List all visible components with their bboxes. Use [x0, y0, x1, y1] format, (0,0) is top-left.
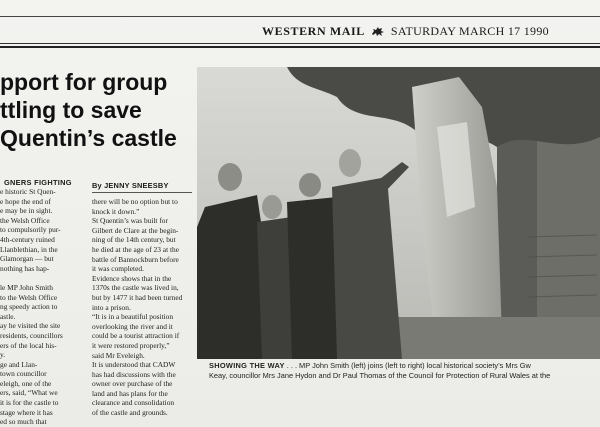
- article-line: to the Welsh Office: [0, 292, 58, 302]
- masthead-rule-thick: [0, 46, 600, 48]
- article-line: could be a tourist attraction if: [92, 331, 180, 341]
- article-line: ers of the local his-: [0, 340, 57, 350]
- article-line: ning of the 14th century, but: [92, 235, 176, 245]
- news-photo: [197, 67, 600, 359]
- article-line: ers, said, “What we: [0, 388, 58, 398]
- section-kicker: GNERS FIGHTING: [4, 178, 72, 187]
- paper-name: WESTERN MAIL: [262, 23, 365, 38]
- article-line: stage where it has: [0, 407, 53, 417]
- headline-line: Quentin’s castle: [0, 125, 177, 151]
- article-line: Llanblethian, in the: [0, 244, 58, 254]
- article-line: eleigh, one of the: [0, 378, 52, 388]
- article-line: land and has plans for the: [92, 388, 168, 398]
- article-line: e may be in sight.: [0, 206, 53, 216]
- headline-line: pport for group: [0, 69, 168, 95]
- article-line: town councillor: [0, 369, 47, 379]
- article-column-2: [92, 197, 196, 418]
- article-line: Evidence shows that in the: [92, 273, 172, 283]
- headline-line: ttling to save: [0, 97, 142, 123]
- issue-date: SATURDAY MARCH 17 1990: [390, 23, 549, 38]
- caption-line-2: Keay, councillor Mrs Jane Hydon and Dr Paul Thomas of the Council for Protection of Rural Wales at the: [209, 371, 551, 380]
- dragon-icon: [371, 25, 385, 37]
- article-line: e historic St Quen-: [0, 187, 56, 196]
- article-line: 1370s the castle was lived in,: [92, 283, 179, 293]
- article-line: “It is in a beautiful position: [92, 312, 174, 322]
- article-line: but by 1477 it had been turned: [92, 292, 183, 302]
- byline: By JENNY SNEESBY: [92, 181, 169, 190]
- article-line: St Quentin’s was built for: [92, 216, 168, 226]
- article-line: it were restored properly,”: [92, 340, 170, 350]
- article-line: into a prison.: [92, 302, 131, 312]
- article-line: owner over purchase of the: [92, 379, 173, 389]
- article-line: ay he visited the site: [0, 321, 61, 331]
- caption-heading: SHOWING THE WAY: [209, 361, 285, 370]
- article-line: it was completed.: [92, 264, 144, 274]
- top-rule: [0, 16, 600, 17]
- article-line: nothing has hap-: [0, 263, 50, 273]
- article-line: ge and Llan-: [0, 359, 38, 369]
- article-line: [0, 273, 80, 283]
- caption-line-1: . . . MP John Smith (left) joins (left to right) local historical society’s Mrs Gw: [284, 361, 531, 370]
- article-line: he died at the age of 23 at the: [92, 244, 180, 254]
- article-line: astle.: [0, 311, 16, 321]
- photo-caption: [209, 361, 600, 381]
- article-line: 4th-century ruined: [0, 234, 55, 244]
- article-line: of the castle and grounds.: [92, 408, 168, 418]
- article-line: ng speedy action to: [0, 302, 58, 312]
- article-line: there will be no option but to: [92, 197, 178, 206]
- article-line: the Welsh Office: [0, 215, 50, 225]
- article-line: said Mr Eveleigh.: [92, 350, 145, 360]
- article-line: Glamorgan — but: [0, 254, 54, 264]
- article-line: y.: [0, 350, 6, 360]
- headline: [0, 68, 205, 152]
- article-line: it is for the castle to: [0, 398, 59, 408]
- article-column-1: [0, 187, 80, 427]
- article-line: residents, councillors: [0, 330, 63, 340]
- masthead: [262, 22, 549, 40]
- article-line: to compulsorily pur-: [0, 225, 61, 235]
- article-line: le MP John Smith: [0, 282, 53, 292]
- article-line: It is understood that CADW: [92, 360, 176, 370]
- photo-image: [197, 67, 600, 359]
- article-line: ed so much that: [0, 417, 47, 427]
- article-line: knock it down.”: [92, 206, 140, 216]
- byline-rule: [92, 192, 192, 193]
- article-line: clearance and consolidation: [92, 398, 175, 408]
- article-line: has had discussions with the: [92, 369, 176, 379]
- article-line: overlooking the river and it: [92, 321, 173, 331]
- article-line: Gilbert de Clare at the begin-: [92, 225, 179, 235]
- masthead-rule-thin: [0, 43, 600, 44]
- article-line: e hope the end of: [0, 196, 51, 206]
- article-line: battle of Bannockburn before: [92, 254, 179, 264]
